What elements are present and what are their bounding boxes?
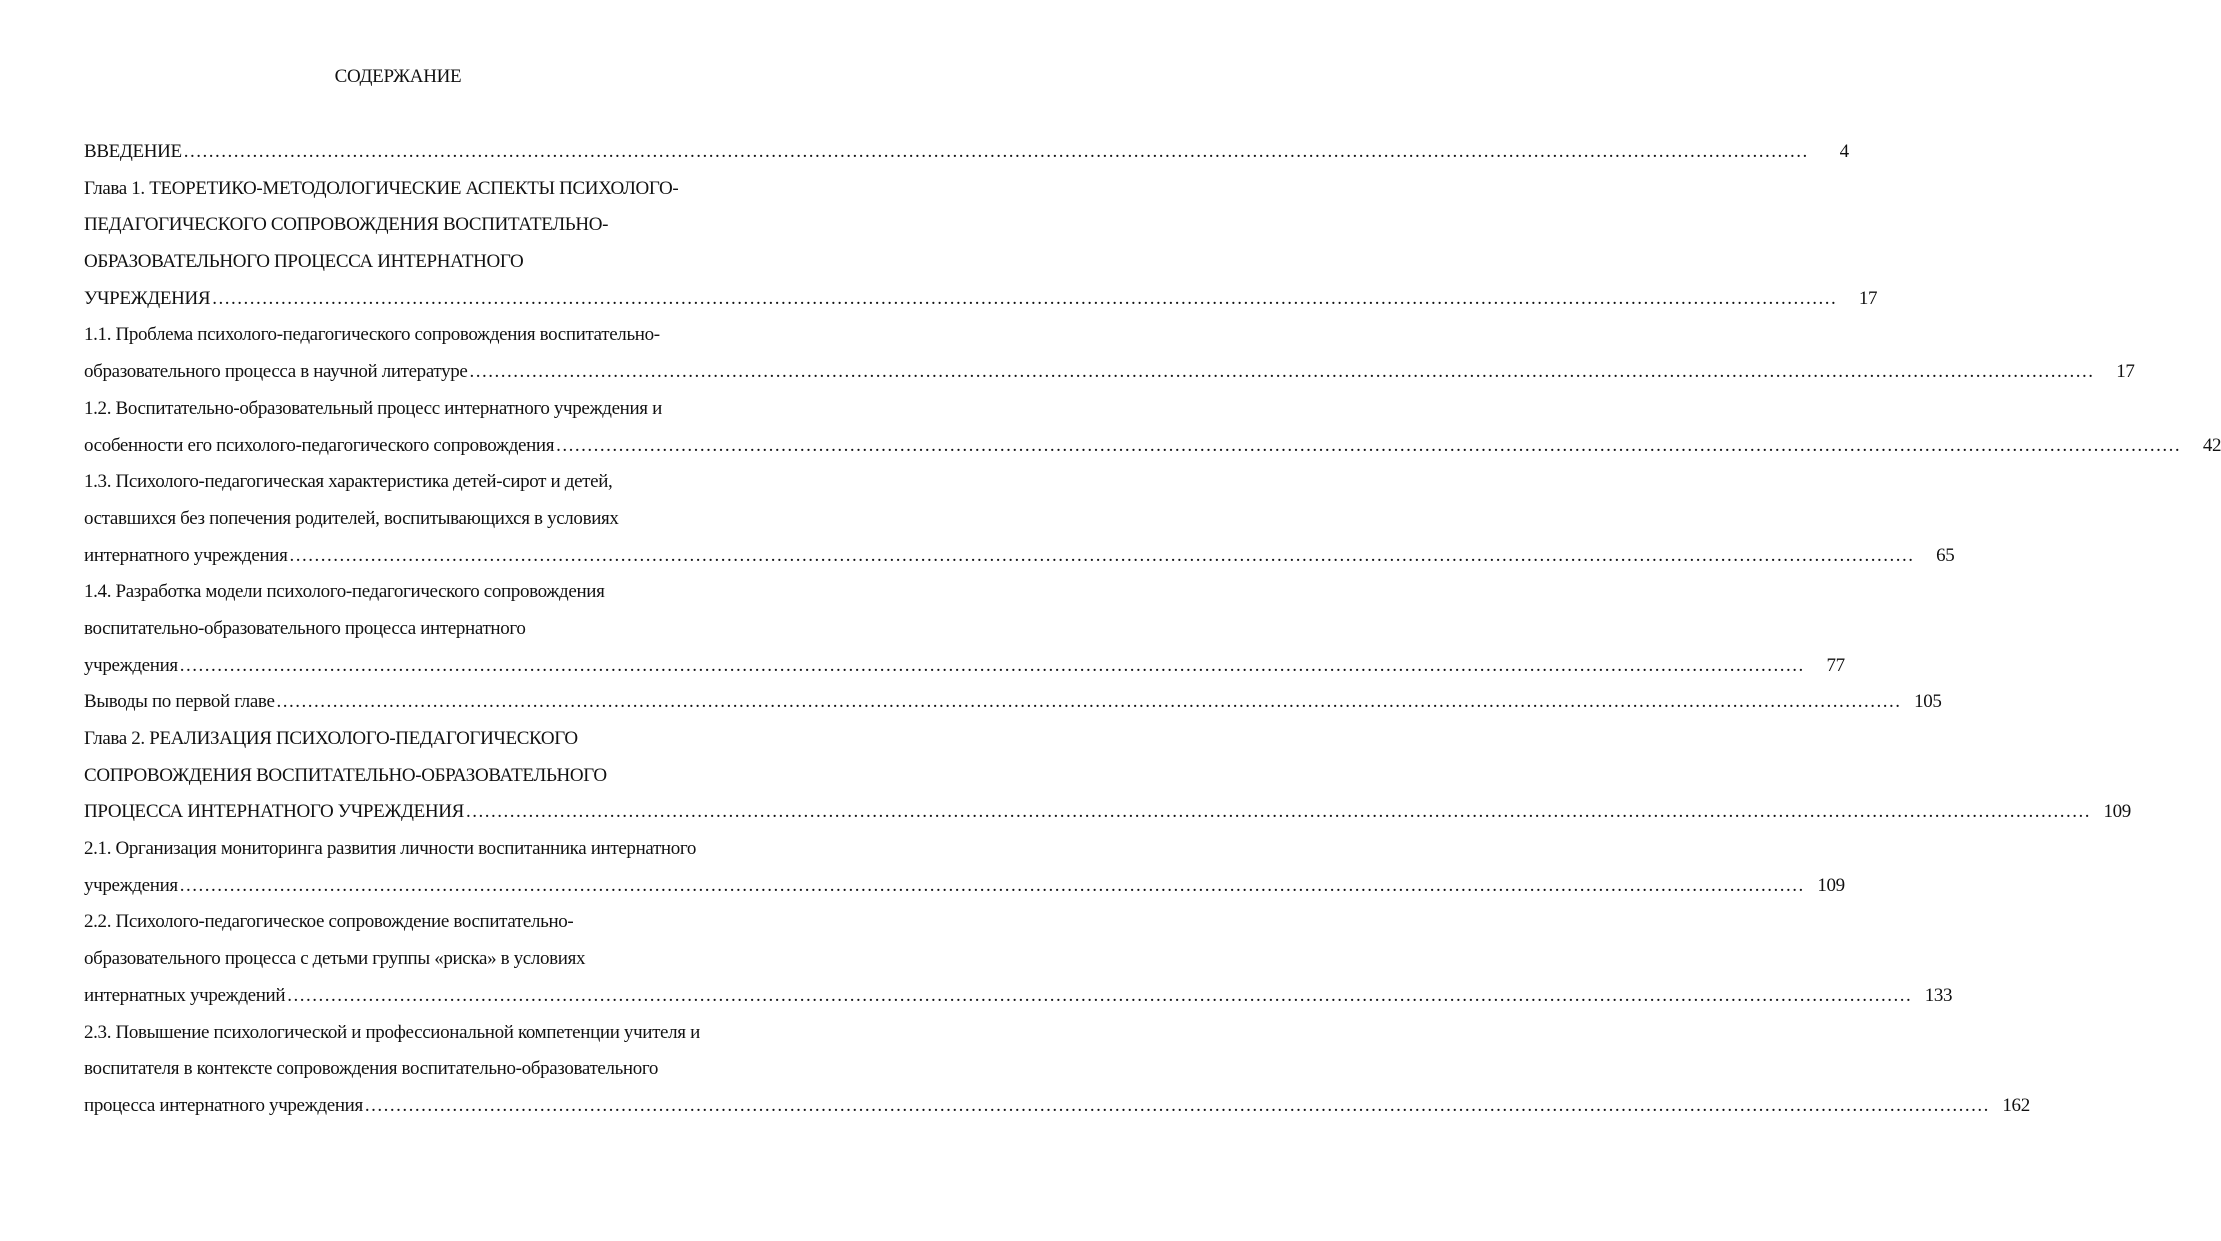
toc-line	[84, 354, 2135, 391]
toc-entry-text: 2.1. Организация мониторинга развития личности воспитанника интернатного	[84, 838, 697, 860]
page-title: СОДЕРЖАНИЕ	[334, 66, 462, 87]
dot-leader: ....................................................................................................................................................................................................................................................................	[469, 361, 2095, 383]
toc-page-number: 109	[2103, 801, 2131, 823]
toc-entry-text: 1.4. Разработка модели психолого-педагогического сопровождения	[84, 581, 605, 603]
toc-line	[84, 501, 768, 538]
toc-entry-text: воспитателя в контексте сопровождения воспитательно-образовательного	[84, 1058, 659, 1080]
toc-entry-text: УЧРЕЖДЕНИЯ	[84, 287, 211, 309]
toc-line	[84, 831, 768, 868]
toc-entry-text: ВВЕДЕНИЕ	[84, 141, 182, 162]
toc-entry-text: образовательного процесса с детьми группы «риска» в условиях	[84, 948, 586, 970]
dot-leader: ....................................................................................................................................................................................................................................................................	[287, 984, 1913, 1006]
toc-entry	[84, 684, 1942, 721]
toc-entry-text: воспитательно-образовательного процесса интернатного	[84, 617, 526, 639]
toc-line	[84, 317, 768, 354]
toc-entry-text: Выводы по первой главе	[84, 691, 275, 713]
toc-page-number: 17	[2116, 361, 2135, 383]
toc-line	[84, 978, 1953, 1015]
toc-page-number: 162	[2002, 1094, 2030, 1116]
toc-line	[84, 758, 768, 795]
toc-page-number: 65	[1936, 544, 1955, 566]
toc-entry	[84, 134, 1849, 171]
toc-entry	[84, 317, 2135, 390]
toc-entry-text: процесса интернатного учреждения	[84, 1094, 363, 1116]
toc-entry	[84, 1015, 2030, 1125]
toc-entry-text: 1.1. Проблема психолого-педагогического сопровождения воспитательно-	[84, 324, 660, 346]
toc-entry-text: ПРОЦЕССА ИНТЕРНАТНОГО УЧРЕЖДЕНИЯ	[84, 801, 464, 823]
toc-line	[84, 464, 768, 501]
toc-line	[84, 721, 768, 758]
toc-entry-text: интернатного учреждения	[84, 544, 288, 566]
toc-line	[84, 794, 2131, 831]
toc-entry-text: ПЕДАГОГИЧЕСКОГО СОПРОВОЖДЕНИЯ ВОСПИТАТЕЛЬНО-	[84, 214, 609, 236]
toc-line	[84, 207, 768, 244]
toc-page-number: 105	[1914, 691, 1942, 713]
toc-entry-text: интернатных учреждений	[84, 984, 286, 1006]
toc-entry-text: 2.3. Повышение психологической и профессиональной компетенции учителя и	[84, 1021, 700, 1043]
toc-line	[84, 428, 2221, 465]
toc-line	[84, 574, 768, 611]
toc-page-number: 133	[1924, 984, 1953, 1006]
toc-line	[84, 391, 768, 428]
toc-entry	[84, 171, 1878, 318]
dot-leader: ....................................................................................................................................................................................................................................................................	[276, 691, 1902, 713]
toc-line	[84, 244, 768, 281]
toc-entry	[84, 831, 1845, 904]
dot-leader: ....................................................................................................................................................................................................................................................................	[465, 801, 2091, 823]
toc-line	[84, 538, 1955, 575]
toc-line	[84, 648, 1845, 685]
toc-page-number: 77	[1826, 654, 1845, 676]
toc-entry-text: 1.3. Психолого-педагогическая характеристика детей-сирот и детей,	[84, 471, 613, 493]
toc-line	[84, 611, 768, 648]
table-of-contents	[84, 134, 2221, 1125]
toc-line	[84, 941, 768, 978]
dot-leader: ....................................................................................................................................................................................................................................................................	[556, 434, 2182, 456]
toc-line	[84, 1088, 2030, 1125]
toc-line	[84, 904, 768, 941]
toc-line	[84, 1051, 768, 1088]
toc-entry	[84, 464, 1955, 574]
toc-entry	[84, 391, 2221, 464]
toc-entry-text: ОБРАЗОВАТЕЛЬНОГО ПРОЦЕССА ИНТЕРНАТНОГО	[84, 251, 524, 273]
toc-entry	[84, 721, 2131, 831]
toc-page-number: 109	[1817, 874, 1845, 896]
dot-leader: ....................................................................................................................................................................................................................................................................	[179, 874, 1805, 896]
toc-entry-text: Глава 1. ТЕОРЕТИКО-МЕТОДОЛОГИЧЕСКИЕ АСПЕКТЫ ПСИХОЛОГО-	[84, 177, 679, 199]
dot-leader: ....................................................................................................................................................................................................................................................................	[179, 654, 1805, 676]
toc-line	[84, 281, 1878, 318]
toc-page-number: 42	[2202, 434, 2221, 456]
toc-entry-text: 2.2. Психолого-педагогическое сопровождение воспитательно-	[84, 911, 574, 933]
toc-page-number: 4	[1839, 141, 1849, 162]
toc-entry-text: образовательного процесса в научной литературе	[84, 361, 468, 383]
toc-line	[84, 684, 1942, 721]
toc-entry-text: оставшихся без попечения родителей, воспитывающихся в условиях	[84, 507, 619, 529]
toc-line	[84, 134, 1849, 171]
toc-line	[84, 171, 768, 208]
toc-entry	[84, 904, 1953, 1014]
dot-leader: ....................................................................................................................................................................................................................................................................	[364, 1094, 1990, 1116]
dot-leader: ....................................................................................................................................................................................................................................................................	[289, 544, 1915, 566]
toc-entry-text: Глава 2. РЕАЛИЗАЦИЯ ПСИХОЛОГО-ПЕДАГОГИЧЕСКОГО	[84, 728, 578, 749]
toc-entry-text: 1.2. Воспитательно-образовательный процесс интернатного учреждения и	[84, 397, 662, 419]
toc-entry-text: учреждения	[84, 654, 178, 676]
toc-line	[84, 868, 1845, 905]
toc-line	[84, 1015, 768, 1052]
toc-entry-text: учреждения	[84, 874, 178, 896]
toc-entry-text: особенности его психолого-педагогического сопровождения	[84, 434, 555, 456]
toc-entry-text: СОПРОВОЖДЕНИЯ ВОСПИТАТЕЛЬНО-ОБРАЗОВАТЕЛЬНОГО	[84, 764, 607, 786]
toc-page-number: 17	[1858, 287, 1878, 309]
toc-entry	[84, 574, 1845, 684]
dot-leader: ....................................................................................................................................................................................................................................................................	[212, 287, 1838, 309]
dot-leader: ....................................................................................................................................................................................................................................................................	[183, 141, 1809, 162]
